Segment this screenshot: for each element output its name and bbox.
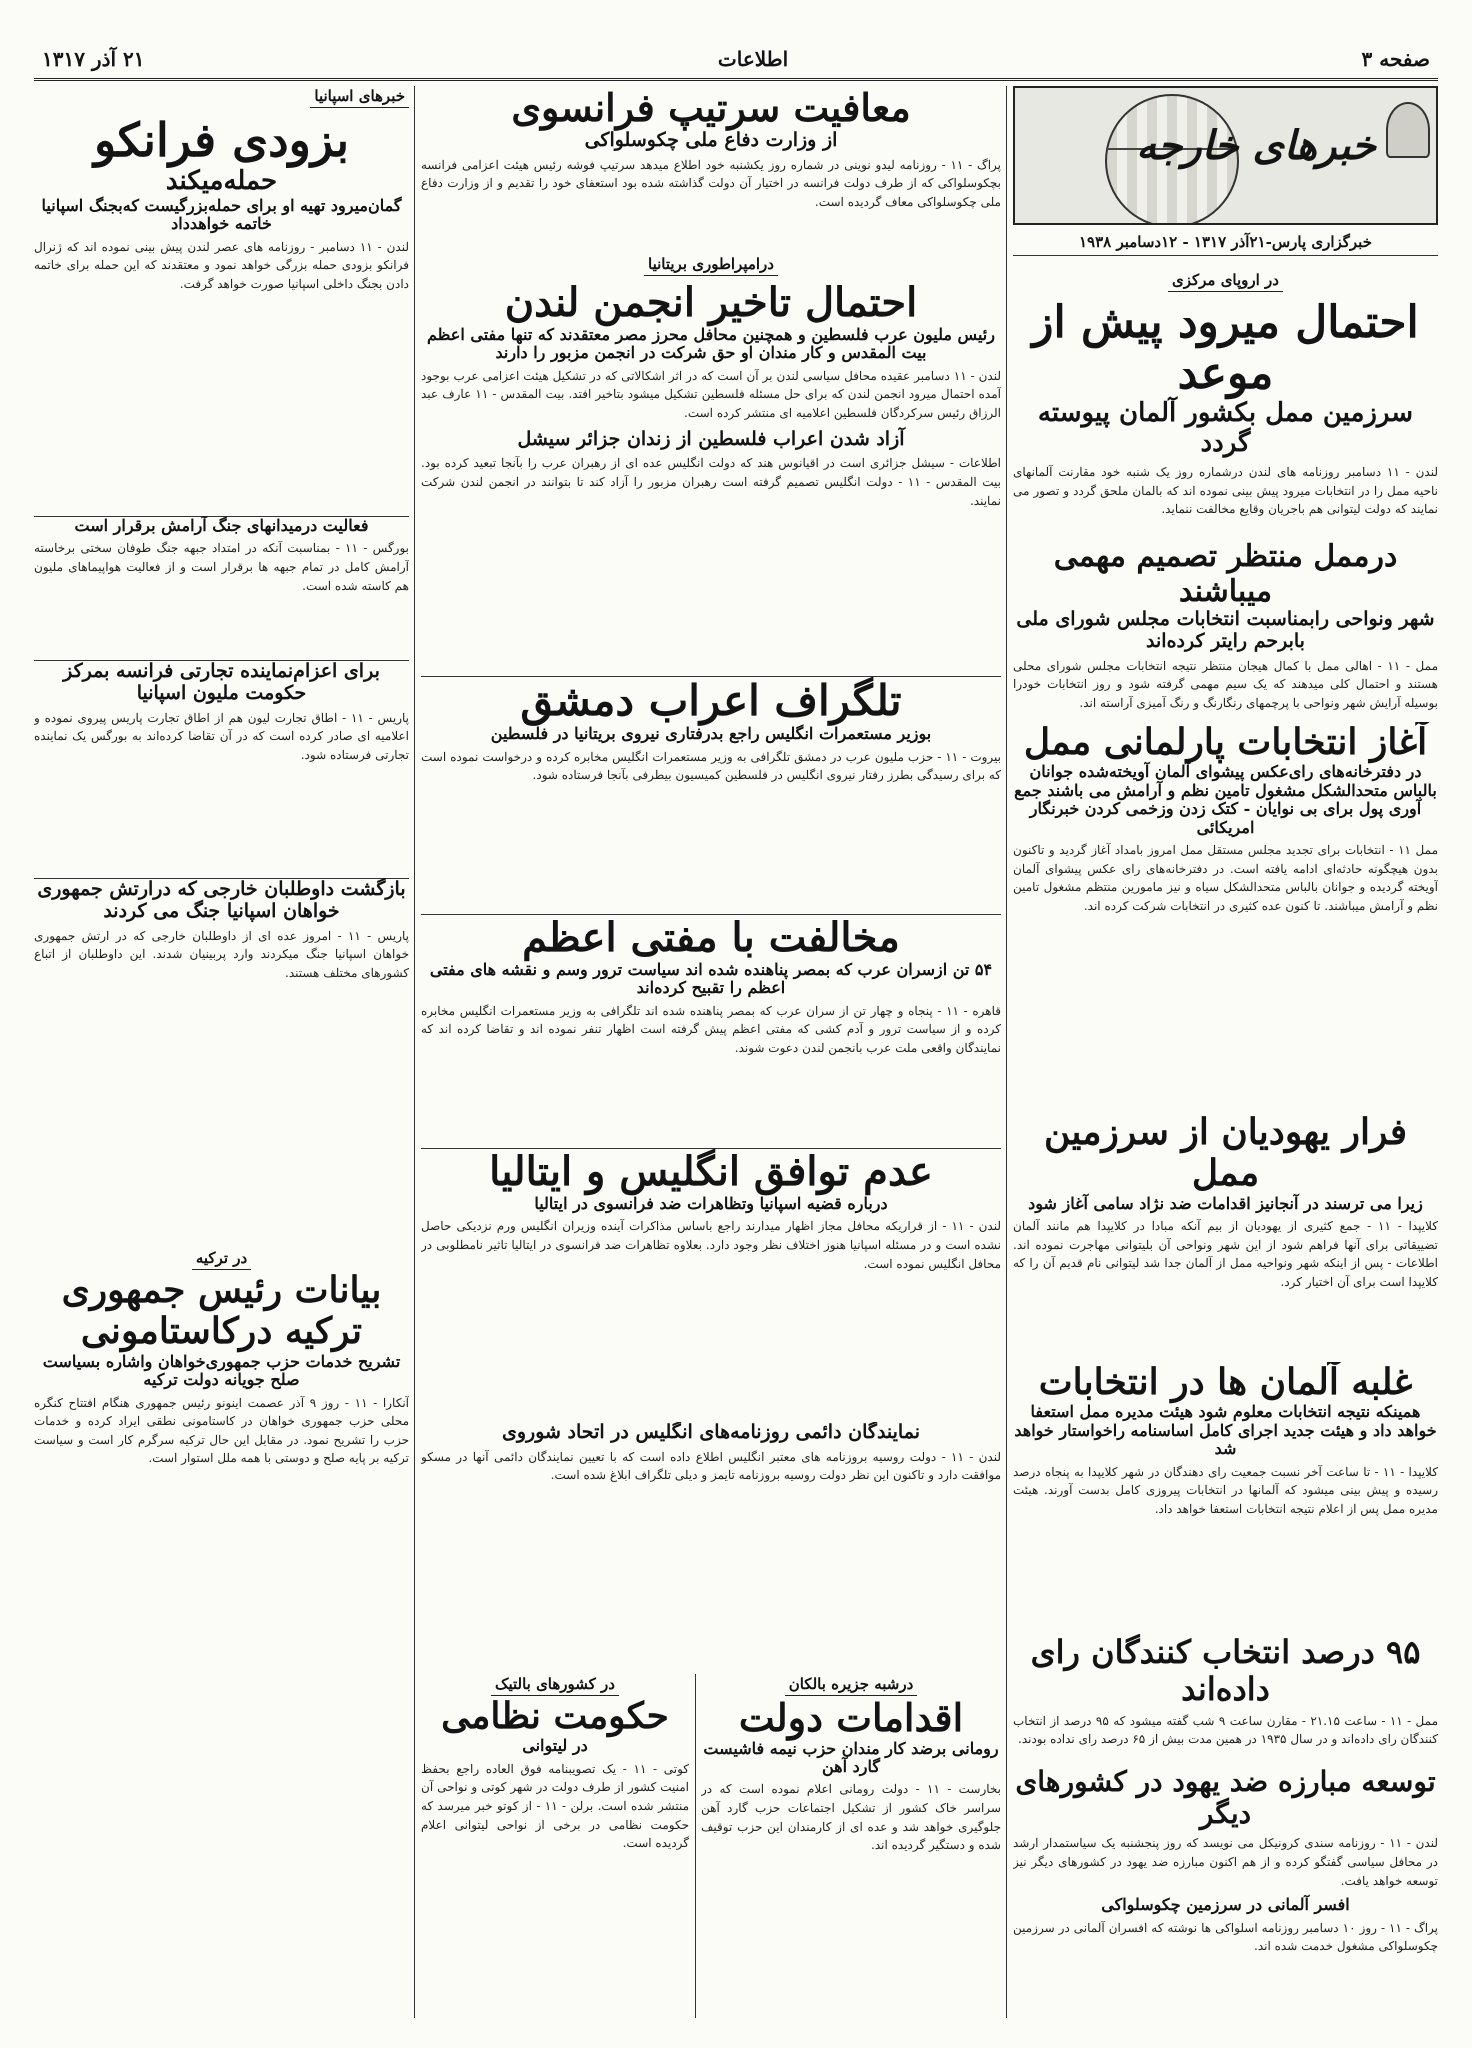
subhead: رومانی برضد کار مندان حزب نیمه فاشیست گارد آهن — [703, 1738, 999, 1777]
article — [1013, 1362, 1438, 1630]
subhead: در دفترخانه‌های رای‌عکس پیشوای آلمان آویخته‌شده جوانان بالباس متحدالشکل مشغول تامین نظم و آرامش می باشند جمع آوری پول برای بی نوایان - کتک زدن وزخمی کردن خبرنگار امریکائی — [1014, 762, 1437, 837]
banner-title: خبرهای خارجه — [1136, 122, 1376, 169]
subhead: حمله‌میکند — [165, 165, 278, 196]
article — [34, 660, 409, 874]
masthead — [34, 40, 1438, 81]
article — [421, 914, 1001, 1144]
article-body: لندن - ۱۱ دسامبر روزنامه های لندن درشماره روز یک شنبه خود مقارنت آلمانهای ناحیه ممل را در انتخابات میرود پیش بینی نموده اند که بالمان ملحق گردد و تصور می نمایند که دولت لیتوانی هم باجریان وقایع مخالفت ننماید. — [1013, 464, 1438, 517]
columns — [34, 86, 1438, 2018]
foreign-news-banner — [1013, 86, 1438, 225]
article — [421, 280, 1001, 672]
article — [1013, 1766, 1438, 2018]
article — [34, 1248, 409, 2018]
article-body: آنکارا - ۱۱ - روز ۹ آذر عصمت اینونو رئیس جمهوری هنگام افتتاح کنگره محلی حزب جمهوری خواهان در کاستامونی نطقی ایراد کرده و خدمات حزب را تشریح نمود. در مقابل این حال ترکیه سرگرم کار است و سیاست ترکیه بر پایه صلح و دوستی با همه ملل استوار است. — [34, 1395, 409, 1466]
article — [34, 114, 409, 512]
article-body: بخارست - ۱۱ - دولت رومانی اعلام نموده است که در سراسر خاک کشور از تشکیل اجتماعات حزب گارد آهن جلوگیری خواهد شد و عده ای از کارمندان این حزب توقیف شده و دستگیر گردیده اند. — [701, 1782, 1001, 1853]
article-body: پاریس - ۱۱ - امروز عده ای از داوطلبان خارجی که در ارتش جمهوری خواهان اسپانیا جنگ میکردند وارد پربینیان شدند. این داوطلبان از اتباع کشورهای مختلف هستند. — [34, 928, 409, 980]
subhead: ۵۴ تن ازسران عرب که بمصر پناهنده شده اند سیاست ترور وسم و نقشه های مفتی اعظم را تقبیح کرده‌اند — [429, 960, 993, 998]
article-body: لندن - ۱۱ - از قراریکه محافل مجاز اظهار میدارند راجع باساس مذاکرات آینده وزیران انگلیس ورم نزدیکی حاصل نشده است و در مسئله اسپانیا هنوز اختلاف نظر وجود دارد. بعلاوه تظاهرات ضد فرانسوی در ایتالیا تاثیر نامطلوبی در محافل انگلیس نموده است. — [421, 1219, 1001, 1271]
article-body: لندن - ۱۱ دسامبر عقیده محافل سیاسی لندن بر آن است که در اثر اشکالاتی که در تشکیل هیئت اعزامی عرب بوجود آمده احتمال میرود انجمن لندن که برای حل مسئله فلسطین تشکیل میشود بتاخیر افتد. بیت المقدس - ۱۱ عارف عبد الرزاق رئیس سرکردگان فلسطین اعلامیه ای منتشر کرده است. — [421, 368, 1001, 420]
article — [421, 1148, 1001, 1418]
article — [1013, 1112, 1438, 1358]
subhead: افسر آلمانی در سرزمین چکوسلواکی — [1101, 1895, 1350, 1915]
article-body: اطلاعات - سیشل جزائری است در اقیانوس هند که دولت انگلیس عده ای از رهبران عرب را بآنجا تبعید کرده بود. بیت المقدس - ۱۱ - دولت انگلیس تصمیم گرفته است رهبران مزبور را آزاد کند تا بتوانند در انجمن لندن شرکت نمایند. — [421, 456, 1001, 508]
article — [421, 86, 1001, 250]
article-body: لندن - ۱۱ - دولت روسیه بروزنامه های معتبر انگلیس اطلاع داده است که با تعیین نمایندگان دائمی آنها در مسکو موافقت دارد و تاکنون این نظر دولت روسیه بروزنامه تایمز و دیلی تلگراف ابلاغ شده است. — [421, 1449, 1001, 1483]
article — [1013, 540, 1438, 718]
right-column — [1013, 86, 1438, 2018]
article-body: کلایپدا - ۱۱ - تا ساعت آخر نسبت جمعیت رای دهندگان در شهر کلایپدا به پنجاه درصد رسیده و پیش بینی میشود که آلمانها در انتخابات پیروزی کامل بدست آورند. هیئت مدیره ممل پس از اعلام نتیجه انتخابات استعفا خواهد داد. — [1013, 1464, 1438, 1516]
article — [421, 1674, 696, 2018]
headline: فعالیت درمیدانهای جنگ آرامش برقرار است — [74, 516, 369, 535]
article — [701, 1674, 1001, 2018]
article — [1013, 298, 1438, 536]
headline: اقدامات دولت — [738, 1695, 964, 1740]
subhead: از وزارت دفاع ملی چکوسلواکی — [584, 128, 838, 151]
article-body: بورگس - ۱۱ - بمناسبت آنکه در امتداد جبهه جنگ طوفان سختی برخاسته آرامش کامل در تمام جبهه ها برقرار است و از فعالیت هواپیماهای ملیون هم کاسته شده است. — [34, 541, 409, 593]
left-column — [34, 86, 409, 2018]
article-body: لندن - ۱۱ - روزنامه سندی کرونیکل می نویسد که روز پنجشنبه یک سیاستمدار ارشد در محافل سیاسی گفتگو کرده و از هم اکنون مبارزه ضد یهود در کشورهای دیگر نیز توسعه خواهد یافت. — [1013, 1836, 1438, 1888]
article — [1013, 722, 1438, 1108]
gramophone-icon — [1386, 102, 1430, 158]
headline: غلبه آلمان ها در انتخابات — [1038, 1362, 1413, 1403]
subhead: آزاد شدن اعراب فلسطین از زندان جزائر سیشل — [517, 427, 905, 450]
subhead: تشریح خدمات حزب جمهوری‌خواهان واشاره بسیاست صلح جویانه دولت ترکیه — [42, 1351, 401, 1390]
article-body: بیروت - ۱۱ - حزب ملیون عرب در دمشق تلگرافی به وزیر مستعمرات انگلیس مخابره کرده و درخواست نموده است که برای رسیدگی بطرز رفتار نیروی انگلیس در فلسطین کمیسیون بیطرفی بآنجا فرستاده شود. — [421, 749, 1001, 783]
dateline: خبرگزاری پارس-۲۱آذر ۱۳۱۷ - ۱۲دسامبر ۱۹۳۸ — [1013, 225, 1438, 256]
article-body: ممل - ۱۱ - ساعت ۲۱.۱۵ - مقارن ساعت ۹ شب گفته میشود که ۹۵ درصد از انتخاب کنندگان رای داده‌اند و در سال ۱۹۳۵ در همین مدت بیش از ۶۵ درصد رای نداده بودند. — [1013, 1713, 1438, 1747]
article — [1013, 1634, 1438, 1762]
section-label — [421, 254, 1001, 276]
article-body: ممل - ۱۱ - اهالی ممل با کمال هیجان منتظر نتیجه انتخابات مجلس شورای محلی هستند و احتمال کلی میدهند که یک سیم مهمی گرفته شود و روز انتخابات خودرا بوسیله آرایش شهر ونواحی با پرچمهای رنگارنگ و رنگ آمیزی آراسته اند. — [1013, 658, 1438, 710]
article-body: قاهره - ۱۱ - پنجاه و چهار تن از سران عرب که بمصر پناهنده شده اند تلگرافی به وزیر مستعمرات انگلیس مخابره کرده و از سیاست ترور و آدم کشی که مفتی اعظم پیش گرفته است اظهار تنفر نموده اند و تقاضا کرده اند که نمایندگان واقعی ملت عرب بانجمن لندن دعوت شوند. — [421, 1003, 1001, 1055]
section-label — [34, 86, 409, 110]
headline: بازگشت داوطلبان خارجی که درارتش جمهوری خواهان اسپانیا جنگ می کردند — [37, 878, 406, 922]
headline: برای اعزام‌نماینده تجارتی فرانسه بمرکز حکومت ملیون اسپانیا — [63, 660, 380, 704]
article-body: پراگ - ۱۱ - روز ۱۰ دسامبر روزنامه اسلواکی ها نوشته که افسران آلمانی در سرزمین چکوسلواکی مشغول خدمت شده اند. — [1013, 1920, 1438, 1954]
article-body: کوتی - ۱۱ - یک تصویبنامه فوق العاده راجع بحفظ امنیت کشور از طرف دولت در شهر کوتی و نواحی آن منتشر شده است. برلن - ۱۱ - از کوتو خبر میرسد که حکومت نظامی در برخی از نواحی لیتوانی اعلام گردیده است. — [421, 1761, 689, 1851]
section-label-text: خبرهای اسپانیا — [310, 87, 409, 108]
subhead: شهر ونواحی رابمناسبت انتخابات مجلس شورای ملی بابرحم رایتر کرده‌اند — [1016, 608, 1435, 652]
headline: معافیت سرتیپ فرانسوی — [511, 86, 911, 130]
subhead: در لیتوانی — [522, 1736, 588, 1756]
headline: توسعه مبارزه ضد یهود در کشورهای دیگر — [1015, 1766, 1436, 1831]
subhead: زیرا می ترسند در آنجانیز اقدامات ضد نژاد سامی آغاز شود — [1028, 1193, 1423, 1213]
subhead: بوزیر مستعمرات انگلیس راجع بدرفتاری نیروی بریتانیا در فلسطین — [490, 724, 932, 744]
headline: مخالفت با مفتی اعظم — [522, 914, 900, 961]
subhead: رئیس مليون عرب فلسطين و همچنین محافل محرز مصر معتقدند که تنها مفتی اعظم بیت المقدس و کار مندان او حق شرکت در انجمن مزبور را دارند — [427, 325, 995, 363]
headline: ۹۵ درصد انتخاب کنندگان رای داده‌اند — [1030, 1634, 1421, 1708]
headline: احتمال تاخیر انجمن لندن — [504, 280, 918, 326]
subhead: همینکه نتیجه انتخابات معلوم شود هیئت مدیره ممل استعفا خواهد داد و هیئت جدید اجرای کامل اساسنامه راخواستار خواهد شد — [1014, 1402, 1437, 1459]
subhead: گمان‌میرود تهیه او برای حمله‌بزرگیست که‌بجنگ اسپانیا خاتمه خواهدداد — [41, 195, 402, 234]
article-body: ممل ۱۱ - انتخابات برای تجدید مجلس مستقل ممل امروز بامداد آغاز گردید و تاکنون بدون هیچگونه حادثه‌ای ادامه یافته است. در دفترخانه‌های رای عکس پیشوای آلمان آویخته گردیده و جوانان بالباس متحدالشکل سیاه و نیز مامورین منتظم مشغول تامین نظم و آرامش میباشند. تا کنون عده کثیری در انتخابات شرکت کرده اند. — [1013, 842, 1438, 913]
paper-name: اطلاعات — [717, 47, 789, 71]
article — [421, 676, 1001, 910]
section-label-text: در اروپای مرکزی — [1168, 271, 1283, 292]
article — [34, 878, 409, 1244]
article-body: لندن - ۱۱ دسامبر - روزنامه های عصر لندن پیش بینی نموده اند که ژنرال فرانکو بزودی حمله بزرگی خواهد نمود و معتقدند که این حمله برای خاتمه دادن بجنگ داخلی اسپانیا صورت خواهد گرفت. — [34, 239, 409, 291]
article-body: کلایپدا - ۱۱ - جمع کثیری از یهودیان از بیم آنکه مبادا در کلایپدا هم مانند آلمان تضییقاتی برای آنها فراهم شود از این شهر ونواحی آن بلیتوانی مهاجرت نموده اند. اطلاعات - پس از اینکه شهر ونواحیه ممل از آلمان جدا شد لیتوانی نام قدیم آن را که کلایپدا است برای آن اختیار کرد. — [1013, 1219, 1438, 1289]
headline: فرار یهودیان از سرزمین ممل — [1043, 1112, 1408, 1195]
page-number: صفحه ۳ — [1361, 47, 1430, 71]
subhead: درباره قضیه اسپانیا وتظاهرات ضد فرانسوی در ایتالیا — [534, 1194, 888, 1213]
headline: درممل منتظر تصمیم مهمی میباشند — [1053, 540, 1398, 609]
headline: بیانات رئیس جمهوری ترکیه درکاستامونی — [61, 1269, 382, 1353]
section-label-text: درشبه جزیره بالکان — [785, 1675, 918, 1696]
column-rule — [414, 86, 415, 2018]
foreign-news-header — [1013, 86, 1438, 268]
headline: تلگراف اعراب دمشق — [520, 676, 902, 725]
headline: آغاز انتخابات پارلمانی ممل — [1023, 722, 1428, 763]
section-label-text: در ترکیه — [192, 1249, 251, 1270]
subhead: سرزمین ممل بکشور آلمان پیوسته گردد — [1037, 398, 1414, 459]
headline: بزودی فرانکو — [93, 114, 350, 167]
column-rule — [1006, 86, 1007, 2018]
headline: عدم توافق انگلیس و ایتالیا — [489, 1148, 933, 1195]
article — [34, 516, 409, 656]
article-body: پاریس - ۱۱ - اطاق تجارت لیون هم از اطاق تجارت پاریس پیروی نموده و اعلامیه ای صادر کرده است که در آن تقاضا کرده‌اند به بورگس یک نماینده تجارتی فرستاده شود. — [34, 710, 409, 762]
section-label-text: در کشورهای بالتیک — [491, 1675, 619, 1696]
section-label — [1013, 270, 1438, 292]
headline: نمایندگان دائمی روزنامه‌های انگلیس در اتحاد شوروی — [501, 1422, 920, 1443]
headline: حکومت نظامی — [441, 1695, 669, 1737]
section-label-text: درامپراطوری بریتانیا — [644, 255, 778, 276]
article-body: پراگ - ۱۱ - روزنامه لیدو نوینی در شماره روز یکشنبه خود اطلاع میدهد سرتیپ فوشه رئیس هیئت اعزامی فرانسه بچکوسلواکی که از طرف دولت فرانسه در اختیار آن دولت گذاشته شده بود استعفای خود را تقدیم و از وزارت دفاع ملی چکوسلواکی معاف گردیده است. — [421, 157, 1001, 209]
issue-date: ۲۱ آذر ۱۳۱۷ — [42, 47, 145, 71]
middle-column — [421, 86, 1001, 2018]
article — [421, 1422, 1001, 1670]
headline: احتمال میرود پیش از موعد — [1032, 298, 1419, 399]
